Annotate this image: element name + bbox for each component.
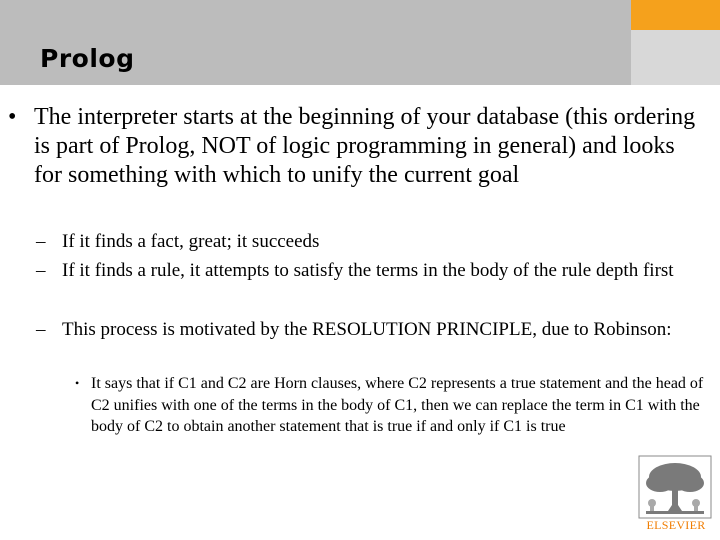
bullet-sub-2-text: If it finds a rule, it attempts to satisfy the terms in the body of the rule depth first bbox=[62, 260, 674, 281]
dash-marker: – bbox=[36, 231, 46, 252]
bullet-main-text: The interpreter starts at the beginning of your database (this ordering is part of Prolog, NOT of logic programming in general) and looks for something with which to unify the current goal bbox=[34, 104, 696, 188]
bullet-subsub-1 bbox=[75, 373, 715, 438]
bullet-sub-3-text: This process is motivated by the RESOLUTION PRINCIPLE, due to Robinson: bbox=[62, 319, 672, 340]
bullet-sub-1 bbox=[36, 230, 711, 253]
slide-title: Prolog bbox=[40, 44, 135, 73]
bullet-main bbox=[8, 103, 708, 190]
logo-wordmark: ELSEVIER bbox=[646, 518, 706, 532]
orange-accent-block bbox=[631, 0, 720, 30]
bullet-sub-3 bbox=[36, 318, 711, 341]
bullet-sub-2 bbox=[36, 259, 711, 282]
bullet-sub-1-text: If it finds a fact, great; it succeeds bbox=[62, 231, 320, 252]
bullet-marker-small: • bbox=[75, 376, 80, 390]
dash-marker: – bbox=[36, 319, 46, 340]
bullet-marker: • bbox=[8, 104, 17, 130]
title-bar-shadow bbox=[631, 30, 720, 85]
dash-marker: – bbox=[36, 260, 46, 281]
bullet-subsub-1-text: It says that if C1 and C2 are Horn clauses, where C2 represents a true statement and the head of C2 unifies with one of the terms in the body of C1, then we can replace the term in C1 with the body of C2 to obtain another statement that is true if and only if C1 is true bbox=[91, 375, 704, 435]
